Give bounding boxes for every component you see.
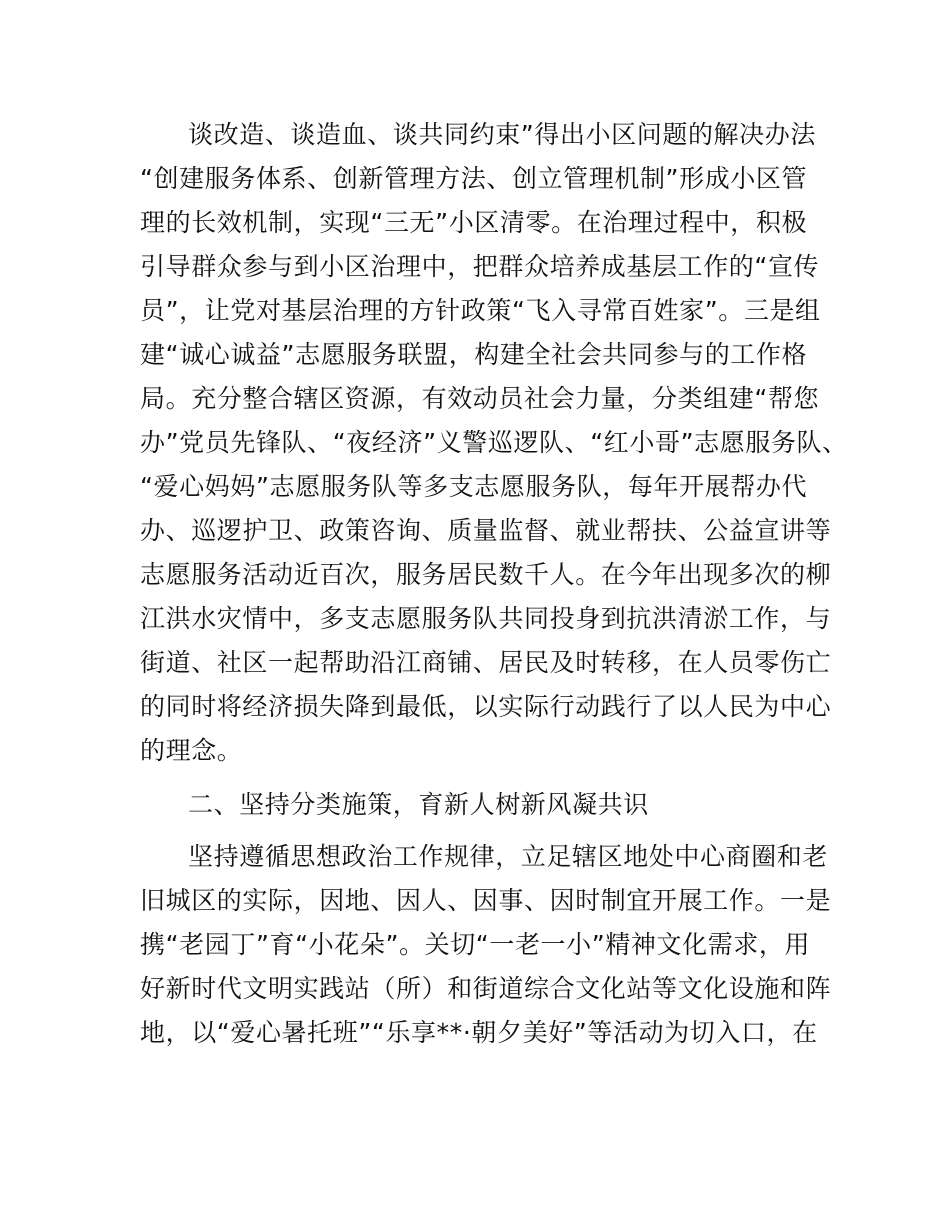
paragraph-1-line-3: 理的长效机制，实现“三无”小区清零。在治理过程中，积极 <box>140 208 808 237</box>
paragraph-2-line-5: 地，以“爱心暑托班”“乐享**·朝夕美好”等活动为切入口，在 <box>140 1018 818 1047</box>
paragraph-1-line-5: 员”，让党对基层治理的方针政策“飞入寻常百姓家”。三是组 <box>140 296 821 325</box>
paragraph-1-line-1: 谈改造、谈造血、谈共同约束”得出小区问题的解决办法 <box>188 120 816 149</box>
paragraph-1-line-12: 江洪水灾情中，多支志愿服务队共同投身到抗洪清淤工作，与 <box>140 604 832 633</box>
paragraph-1-line-11: 志愿服务活动近百次，服务居民数千人。在今年出现多次的柳 <box>140 560 832 589</box>
paragraph-1-line-8: 办”党员先锋队、“夜经济”义警巡逻队、“红小哥”志愿服务队、 <box>140 428 848 457</box>
section-heading: 二、坚持分类施策，育新人树新风凝共识 <box>188 790 649 819</box>
paragraph-1-line-2: “创建服务体系、创新管理方法、创立管理机制”形成小区管 <box>140 164 808 193</box>
paragraph-2-line-4: 好新时代文明实践站（所）和街道综合文化站等文化设施和阵 <box>140 974 832 1003</box>
paragraph-1-line-14: 的同时将经济损失降到最低，以实际行动践行了以人民为中心 <box>140 692 832 721</box>
paragraph-2-line-1: 坚持遵循思想政治工作规律，立足辖区地处中心商圈和老 <box>188 842 829 871</box>
paragraph-1-line-10: 办、巡逻护卫、政策咨询、质量监督、就业帮扶、公益宣讲等 <box>140 516 832 545</box>
paragraph-1-line-9: “爱心妈妈”志愿服务队等多支志愿服务队，每年开展帮办代 <box>140 472 808 501</box>
paragraph-1-line-7: 局。充分整合辖区资源，有效动员社会力量，分类组建“帮您 <box>140 384 820 413</box>
paragraph-1-line-15: 的理念。 <box>140 736 243 765</box>
paragraph-1-line-4: 引导群众参与到小区治理中，把群众培养成基层工作的“宣传 <box>140 252 820 281</box>
paragraph-1-line-6: 建“诚心诚益”志愿服务联盟，构建全社会共同参与的工作格 <box>140 340 808 369</box>
paragraph-2-line-3: 携“老园丁”育“小花朵”。关切“一老一小”精神文化需求，用 <box>140 930 811 959</box>
paragraph-2-line-2: 旧城区的实际，因地、因人、因事、因时制宜开展工作。一是 <box>140 886 832 915</box>
paragraph-1-line-13: 街道、社区一起帮助沿江商铺、居民及时转移，在人员零伤亡 <box>140 648 832 677</box>
